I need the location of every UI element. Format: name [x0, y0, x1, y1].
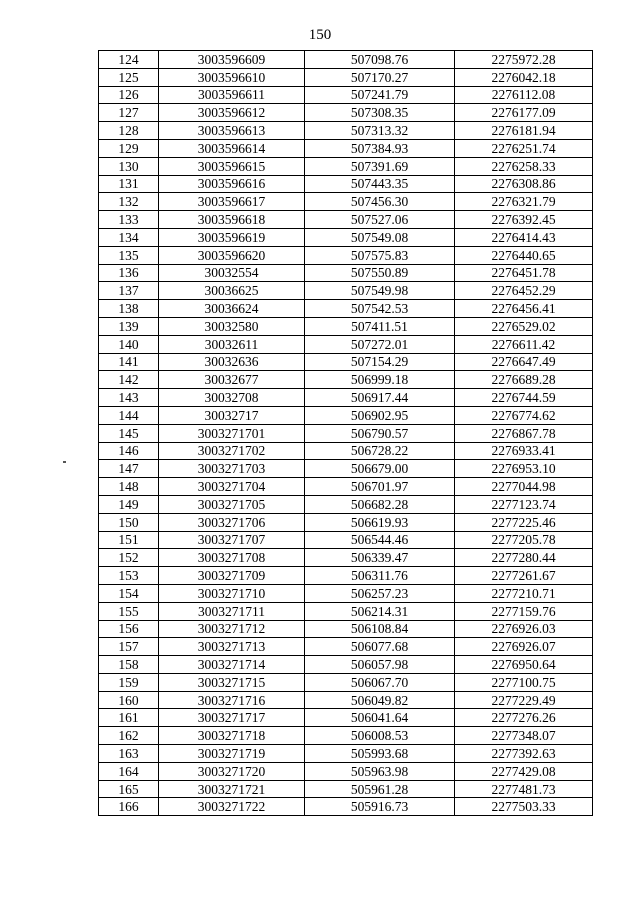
table-row — [99, 175, 593, 193]
table-row — [99, 673, 593, 691]
point-id-cell: 3003271713 — [159, 638, 305, 656]
y-coordinate-cell: 2276181.94 — [455, 122, 593, 140]
y-coordinate-cell: 2276647.49 — [455, 353, 593, 371]
table-row — [99, 86, 593, 104]
point-number-cell: 160 — [99, 691, 159, 709]
point-number-cell: 161 — [99, 709, 159, 727]
y-coordinate-cell: 2276308.86 — [455, 175, 593, 193]
point-number-cell: 130 — [99, 157, 159, 175]
point-number-cell: 164 — [99, 762, 159, 780]
y-coordinate-cell: 2275972.28 — [455, 51, 593, 69]
x-coordinate-cell: 505993.68 — [305, 745, 455, 763]
x-coordinate-cell: 505963.98 — [305, 762, 455, 780]
point-id-cell: 3003596611 — [159, 86, 305, 104]
point-id-cell: 3003271701 — [159, 424, 305, 442]
y-coordinate-cell: 2276950.64 — [455, 656, 593, 674]
point-number-cell: 124 — [99, 51, 159, 69]
scan-speck — [63, 461, 66, 463]
table-row — [99, 193, 593, 211]
x-coordinate-cell: 506544.46 — [305, 531, 455, 549]
x-coordinate-cell: 507542.53 — [305, 300, 455, 318]
point-id-cell: 3003271716 — [159, 691, 305, 709]
x-coordinate-cell: 506057.98 — [305, 656, 455, 674]
point-id-cell: 30032580 — [159, 317, 305, 335]
y-coordinate-cell: 2276112.08 — [455, 86, 593, 104]
y-coordinate-cell: 2276953.10 — [455, 460, 593, 478]
x-coordinate-cell: 507272.01 — [305, 335, 455, 353]
point-number-cell: 156 — [99, 620, 159, 638]
y-coordinate-cell: 2276926.07 — [455, 638, 593, 656]
x-coordinate-cell: 506679.00 — [305, 460, 455, 478]
table-row — [99, 549, 593, 567]
x-coordinate-cell: 507411.51 — [305, 317, 455, 335]
y-coordinate-cell: 2277276.26 — [455, 709, 593, 727]
x-coordinate-cell: 506917.44 — [305, 389, 455, 407]
point-number-cell: 141 — [99, 353, 159, 371]
point-id-cell: 30036624 — [159, 300, 305, 318]
y-coordinate-cell: 2277280.44 — [455, 549, 593, 567]
table-row — [99, 300, 593, 318]
point-number-cell: 166 — [99, 798, 159, 816]
y-coordinate-cell: 2277392.63 — [455, 745, 593, 763]
point-number-cell: 151 — [99, 531, 159, 549]
point-id-cell: 3003271703 — [159, 460, 305, 478]
point-id-cell: 30032554 — [159, 264, 305, 282]
table-row — [99, 282, 593, 300]
table-row — [99, 584, 593, 602]
point-id-cell: 3003271719 — [159, 745, 305, 763]
table-row — [99, 211, 593, 229]
table-row — [99, 531, 593, 549]
point-number-cell: 146 — [99, 442, 159, 460]
y-coordinate-cell: 2276177.09 — [455, 104, 593, 122]
table-row — [99, 460, 593, 478]
y-coordinate-cell: 2277123.74 — [455, 495, 593, 513]
point-number-cell: 153 — [99, 567, 159, 585]
point-id-cell: 3003271718 — [159, 727, 305, 745]
coordinates-table — [98, 50, 593, 816]
point-id-cell: 3003596612 — [159, 104, 305, 122]
point-id-cell: 3003271717 — [159, 709, 305, 727]
y-coordinate-cell: 2276529.02 — [455, 317, 593, 335]
table-row — [99, 139, 593, 157]
x-coordinate-cell: 506257.23 — [305, 584, 455, 602]
table-row — [99, 389, 593, 407]
x-coordinate-cell: 507527.06 — [305, 211, 455, 229]
point-number-cell: 129 — [99, 139, 159, 157]
point-id-cell: 3003271705 — [159, 495, 305, 513]
x-coordinate-cell: 507549.98 — [305, 282, 455, 300]
page-number: 150 — [308, 27, 332, 43]
y-coordinate-cell: 2277100.75 — [455, 673, 593, 691]
x-coordinate-cell: 507456.30 — [305, 193, 455, 211]
table-row — [99, 691, 593, 709]
x-coordinate-cell: 506728.22 — [305, 442, 455, 460]
y-coordinate-cell: 2276392.45 — [455, 211, 593, 229]
point-id-cell: 3003596615 — [159, 157, 305, 175]
point-id-cell: 3003596620 — [159, 246, 305, 264]
y-coordinate-cell: 2277205.78 — [455, 531, 593, 549]
point-number-cell: 134 — [99, 228, 159, 246]
point-number-cell: 150 — [99, 513, 159, 531]
table-row — [99, 264, 593, 282]
x-coordinate-cell: 507241.79 — [305, 86, 455, 104]
x-coordinate-cell: 507313.32 — [305, 122, 455, 140]
table-row — [99, 638, 593, 656]
y-coordinate-cell: 2277159.76 — [455, 602, 593, 620]
x-coordinate-cell: 507443.35 — [305, 175, 455, 193]
point-number-cell: 145 — [99, 424, 159, 442]
point-number-cell: 127 — [99, 104, 159, 122]
table-row — [99, 727, 593, 745]
y-coordinate-cell: 2276933.41 — [455, 442, 593, 460]
y-coordinate-cell: 2277261.67 — [455, 567, 593, 585]
point-number-cell: 128 — [99, 122, 159, 140]
point-id-cell: 30032636 — [159, 353, 305, 371]
table-row — [99, 246, 593, 264]
point-number-cell: 165 — [99, 780, 159, 798]
point-number-cell: 148 — [99, 478, 159, 496]
table-row — [99, 762, 593, 780]
x-coordinate-cell: 507391.69 — [305, 157, 455, 175]
point-number-cell: 162 — [99, 727, 159, 745]
table-row — [99, 478, 593, 496]
point-number-cell: 140 — [99, 335, 159, 353]
x-coordinate-cell: 507308.35 — [305, 104, 455, 122]
x-coordinate-cell: 507384.93 — [305, 139, 455, 157]
y-coordinate-cell: 2277210.71 — [455, 584, 593, 602]
point-id-cell: 3003271707 — [159, 531, 305, 549]
x-coordinate-cell: 507098.76 — [305, 51, 455, 69]
y-coordinate-cell: 2277229.49 — [455, 691, 593, 709]
table-row — [99, 228, 593, 246]
y-coordinate-cell: 2276867.78 — [455, 424, 593, 442]
point-number-cell: 142 — [99, 371, 159, 389]
table-row — [99, 602, 593, 620]
y-coordinate-cell: 2276042.18 — [455, 68, 593, 86]
table-row — [99, 335, 593, 353]
y-coordinate-cell: 2277044.98 — [455, 478, 593, 496]
table-row — [99, 620, 593, 638]
point-number-cell: 132 — [99, 193, 159, 211]
x-coordinate-cell: 506619.93 — [305, 513, 455, 531]
point-id-cell: 3003271721 — [159, 780, 305, 798]
y-coordinate-cell: 2276451.78 — [455, 264, 593, 282]
point-number-cell: 159 — [99, 673, 159, 691]
y-coordinate-cell: 2276926.03 — [455, 620, 593, 638]
point-number-cell: 149 — [99, 495, 159, 513]
table-row — [99, 51, 593, 69]
table-row — [99, 442, 593, 460]
point-id-cell: 3003596613 — [159, 122, 305, 140]
point-id-cell: 3003271720 — [159, 762, 305, 780]
point-number-cell: 147 — [99, 460, 159, 478]
x-coordinate-cell: 505961.28 — [305, 780, 455, 798]
point-id-cell: 3003271709 — [159, 567, 305, 585]
y-coordinate-cell: 2277348.07 — [455, 727, 593, 745]
point-number-cell: 135 — [99, 246, 159, 264]
x-coordinate-cell: 506214.31 — [305, 602, 455, 620]
point-id-cell: 3003271702 — [159, 442, 305, 460]
coordinates-table-body — [99, 51, 593, 816]
table-row — [99, 567, 593, 585]
point-number-cell: 154 — [99, 584, 159, 602]
point-number-cell: 155 — [99, 602, 159, 620]
x-coordinate-cell: 506339.47 — [305, 549, 455, 567]
x-coordinate-cell: 506902.95 — [305, 406, 455, 424]
x-coordinate-cell: 507549.08 — [305, 228, 455, 246]
point-number-cell: 137 — [99, 282, 159, 300]
y-coordinate-cell: 2276456.41 — [455, 300, 593, 318]
point-number-cell: 158 — [99, 656, 159, 674]
point-id-cell: 3003271715 — [159, 673, 305, 691]
point-number-cell: 157 — [99, 638, 159, 656]
table-row — [99, 513, 593, 531]
point-id-cell: 3003271708 — [159, 549, 305, 567]
table-row — [99, 317, 593, 335]
y-coordinate-cell: 2276251.74 — [455, 139, 593, 157]
point-id-cell: 30036625 — [159, 282, 305, 300]
point-id-cell: 3003271712 — [159, 620, 305, 638]
point-id-cell: 3003271722 — [159, 798, 305, 816]
point-id-cell: 3003271704 — [159, 478, 305, 496]
point-id-cell: 3003271711 — [159, 602, 305, 620]
table-row — [99, 406, 593, 424]
point-number-cell: 143 — [99, 389, 159, 407]
table-row — [99, 424, 593, 442]
x-coordinate-cell: 506041.64 — [305, 709, 455, 727]
y-coordinate-cell: 2276258.33 — [455, 157, 593, 175]
x-coordinate-cell: 506077.68 — [305, 638, 455, 656]
point-id-cell: 3003596610 — [159, 68, 305, 86]
table-row — [99, 495, 593, 513]
y-coordinate-cell: 2277481.73 — [455, 780, 593, 798]
table-row — [99, 745, 593, 763]
point-id-cell: 3003596617 — [159, 193, 305, 211]
point-id-cell: 3003596618 — [159, 211, 305, 229]
x-coordinate-cell: 507170.27 — [305, 68, 455, 86]
table-row — [99, 798, 593, 816]
table-row — [99, 353, 593, 371]
point-id-cell: 3003596614 — [159, 139, 305, 157]
y-coordinate-cell: 2277225.46 — [455, 513, 593, 531]
x-coordinate-cell: 506067.70 — [305, 673, 455, 691]
y-coordinate-cell: 2276744.59 — [455, 389, 593, 407]
point-number-cell: 126 — [99, 86, 159, 104]
x-coordinate-cell: 507550.89 — [305, 264, 455, 282]
table-row — [99, 122, 593, 140]
y-coordinate-cell: 2276414.43 — [455, 228, 593, 246]
x-coordinate-cell: 506790.57 — [305, 424, 455, 442]
y-coordinate-cell: 2276321.79 — [455, 193, 593, 211]
point-id-cell: 30032717 — [159, 406, 305, 424]
x-coordinate-cell: 507154.29 — [305, 353, 455, 371]
point-number-cell: 139 — [99, 317, 159, 335]
y-coordinate-cell: 2277503.33 — [455, 798, 593, 816]
point-id-cell: 3003596616 — [159, 175, 305, 193]
y-coordinate-cell: 2276774.62 — [455, 406, 593, 424]
point-number-cell: 144 — [99, 406, 159, 424]
x-coordinate-cell: 506008.53 — [305, 727, 455, 745]
point-id-cell: 30032611 — [159, 335, 305, 353]
y-coordinate-cell: 2277429.08 — [455, 762, 593, 780]
x-coordinate-cell: 505916.73 — [305, 798, 455, 816]
point-id-cell: 30032677 — [159, 371, 305, 389]
x-coordinate-cell: 506682.28 — [305, 495, 455, 513]
y-coordinate-cell: 2276452.29 — [455, 282, 593, 300]
point-id-cell: 3003271710 — [159, 584, 305, 602]
table-row — [99, 68, 593, 86]
table-row — [99, 709, 593, 727]
point-id-cell: 3003596609 — [159, 51, 305, 69]
x-coordinate-cell: 506049.82 — [305, 691, 455, 709]
x-coordinate-cell: 506701.97 — [305, 478, 455, 496]
point-id-cell: 30032708 — [159, 389, 305, 407]
point-number-cell: 152 — [99, 549, 159, 567]
y-coordinate-cell: 2276689.28 — [455, 371, 593, 389]
x-coordinate-cell: 506999.18 — [305, 371, 455, 389]
table-row — [99, 780, 593, 798]
table-row — [99, 157, 593, 175]
point-number-cell: 131 — [99, 175, 159, 193]
point-number-cell: 133 — [99, 211, 159, 229]
x-coordinate-cell: 506311.76 — [305, 567, 455, 585]
table-row — [99, 656, 593, 674]
point-id-cell: 3003271706 — [159, 513, 305, 531]
point-id-cell: 3003271714 — [159, 656, 305, 674]
x-coordinate-cell: 507575.83 — [305, 246, 455, 264]
point-number-cell: 125 — [99, 68, 159, 86]
y-coordinate-cell: 2276440.65 — [455, 246, 593, 264]
x-coordinate-cell: 506108.84 — [305, 620, 455, 638]
point-id-cell: 3003596619 — [159, 228, 305, 246]
table-row — [99, 104, 593, 122]
point-number-cell: 138 — [99, 300, 159, 318]
point-number-cell: 163 — [99, 745, 159, 763]
point-number-cell: 136 — [99, 264, 159, 282]
y-coordinate-cell: 2276611.42 — [455, 335, 593, 353]
table-row — [99, 371, 593, 389]
